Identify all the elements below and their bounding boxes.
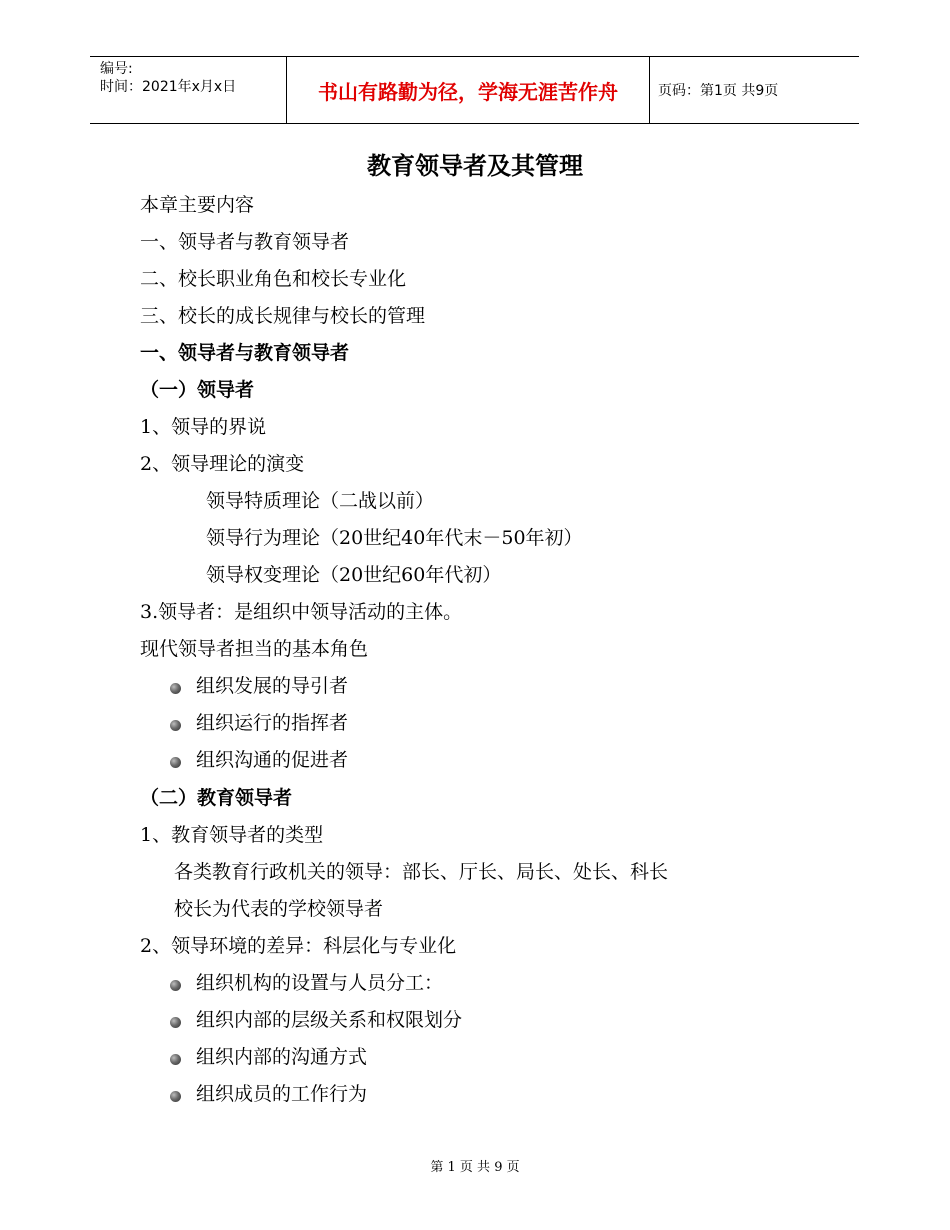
header-divider [649, 57, 650, 123]
bullet-icon [170, 683, 181, 694]
body-line: 3.领导者：是组织中领导活动的主体。 [140, 601, 463, 623]
bullet-item: 组织内部的层级关系和权限划分 [196, 1009, 463, 1031]
subsection-heading: （一）领导者 [140, 379, 255, 401]
header-motto: 书山有路勤为径，学海无涯苦作舟 [318, 79, 618, 104]
bullet-item: 组织运行的指挥者 [196, 712, 349, 734]
body-line-indented: 各类教育行政机关的领导：部长、厅长、局长、处长、科长 [174, 861, 669, 883]
bullet-icon [170, 980, 181, 991]
body-line: 1、领导的界说 [140, 416, 267, 438]
number-label: 编号: [100, 61, 133, 77]
bullet-item: 组织成员的工作行为 [196, 1083, 368, 1105]
body-line-indented: 领导行为理论（20世纪40年代末－50年初） [206, 527, 583, 549]
body-line: 三、校长的成长规律与校长的管理 [140, 305, 426, 327]
bullet-icon [170, 1017, 181, 1028]
bullet-item: 组织沟通的促进者 [196, 749, 349, 771]
body-line: 现代领导者担当的基本角色 [140, 638, 369, 660]
page-footer: 第 1 页 共 9 页 [430, 1160, 520, 1175]
body-line: 一、领导者与教育领导者 [140, 231, 350, 253]
bullet-item: 组织机构的设置与人员分工： [196, 972, 444, 994]
bullet-item: 组织发展的导引者 [196, 675, 349, 697]
body-line-indented: 领导特质理论（二战以前） [206, 490, 435, 512]
bullet-icon [170, 1091, 181, 1102]
body-line: 1、教育领导者的类型 [140, 824, 324, 846]
header-table [90, 56, 859, 124]
bullet-icon [170, 1054, 181, 1065]
subsection-heading: （二）教育领导者 [140, 787, 293, 809]
section-heading: 一、领导者与教育领导者 [140, 342, 350, 364]
header-page-info: 页码：第1页 共9页 [658, 83, 779, 99]
body-line-indented: 校长为代表的学校领导者 [174, 898, 384, 920]
body-line: 本章主要内容 [140, 194, 255, 216]
bullet-icon [170, 757, 181, 768]
body-line: 2、领导理论的演变 [140, 453, 305, 475]
header-meta [100, 60, 236, 96]
document-title: 教育领导者及其管理 [367, 152, 583, 180]
body-line-indented: 领导权变理论（20世纪60年代初） [206, 564, 502, 586]
time-label: 时间：2021年x月x日 [100, 79, 237, 95]
bullet-item: 组织内部的沟通方式 [196, 1046, 368, 1068]
bullet-icon [170, 720, 181, 731]
body-line: 2、领导环境的差异：科层化与专业化 [140, 935, 457, 957]
body-line: 二、校长职业角色和校长专业化 [140, 268, 407, 290]
